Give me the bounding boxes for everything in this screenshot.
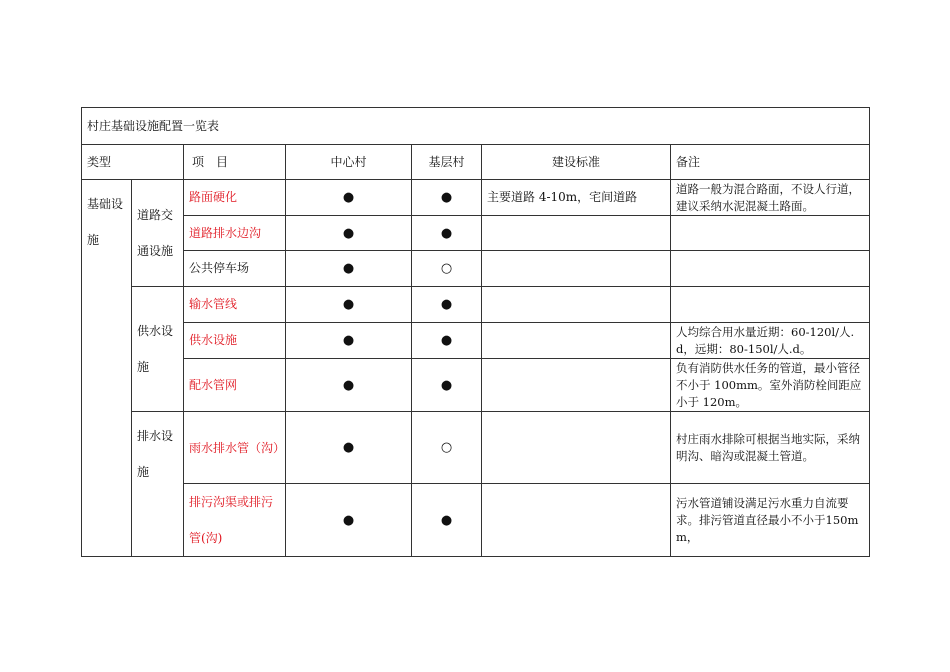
item-cell: 供水设施 — [184, 323, 286, 359]
header-standard: 建设标准 — [482, 145, 671, 180]
remarks-cell: 道路一般为混合路面，不设人行道，建议采纳水泥混凝土路面。 — [671, 180, 870, 216]
basic-village-mark: ● — [412, 323, 482, 359]
basic-village-mark: ● — [412, 484, 482, 557]
group-drainage: 排水设施 — [132, 412, 184, 557]
center-village-mark: ● — [286, 412, 412, 484]
group-road: 道路交通设施 — [132, 180, 184, 287]
standard-cell — [482, 251, 671, 287]
remarks-cell — [671, 251, 870, 287]
standard-cell: 主要道路 4-10m，宅间道路 — [482, 180, 671, 216]
basic-village-mark: ○ — [412, 412, 482, 484]
center-village-mark: ● — [286, 359, 412, 412]
standard-cell — [482, 287, 671, 323]
header-item: 项 目 — [184, 145, 286, 180]
item-cell: 配水管网 — [184, 359, 286, 412]
header-center-village: 中心村 — [286, 145, 412, 180]
item-cell: 输水管线 — [184, 287, 286, 323]
basic-village-mark: ● — [412, 180, 482, 216]
table-title: 村庄基础设施配置一览表 — [82, 108, 870, 145]
basic-village-mark: ● — [412, 216, 482, 251]
basic-village-mark: ○ — [412, 251, 482, 287]
infrastructure-table — [81, 107, 870, 557]
item-cell: 雨水排水管（沟） — [184, 412, 286, 484]
header-basic-village: 基层村 — [412, 145, 482, 180]
center-village-mark: ● — [286, 251, 412, 287]
remarks-cell — [671, 287, 870, 323]
category-cell: 基础设施 — [82, 180, 132, 557]
standard-cell — [482, 359, 671, 412]
item-cell: 道路排水边沟 — [184, 216, 286, 251]
remarks-cell: 人均综合用水量近期：60-120l/人.d，远期：80-150l/人.d。 — [671, 323, 870, 359]
standard-cell — [482, 412, 671, 484]
center-village-mark: ● — [286, 180, 412, 216]
item-cell: 排污沟渠或排污管(沟) — [184, 484, 286, 557]
header-type: 类型 — [82, 145, 184, 180]
standard-cell — [482, 323, 671, 359]
remarks-cell: 负有消防供水任务的管道，最小管径不小于 100mm。室外消防栓间距应小于 120m。 — [671, 359, 870, 412]
center-village-mark: ● — [286, 216, 412, 251]
center-village-mark: ● — [286, 484, 412, 557]
center-village-mark: ● — [286, 323, 412, 359]
standard-cell — [482, 484, 671, 557]
header-remarks: 备注 — [671, 145, 870, 180]
item-cell: 路面硬化 — [184, 180, 286, 216]
basic-village-mark: ● — [412, 287, 482, 323]
basic-village-mark: ● — [412, 359, 482, 412]
remarks-cell — [671, 216, 870, 251]
remarks-cell: 污水管道铺设满足污水重力自流要求。排污管道直径最小不小于150mm， — [671, 484, 870, 557]
group-water-supply: 供水设施 — [132, 287, 184, 412]
item-cell: 公共停车场 — [184, 251, 286, 287]
remarks-cell: 村庄雨水排除可根据当地实际，采纳明沟、暗沟或混凝土管道。 — [671, 412, 870, 484]
center-village-mark: ● — [286, 287, 412, 323]
standard-cell — [482, 216, 671, 251]
